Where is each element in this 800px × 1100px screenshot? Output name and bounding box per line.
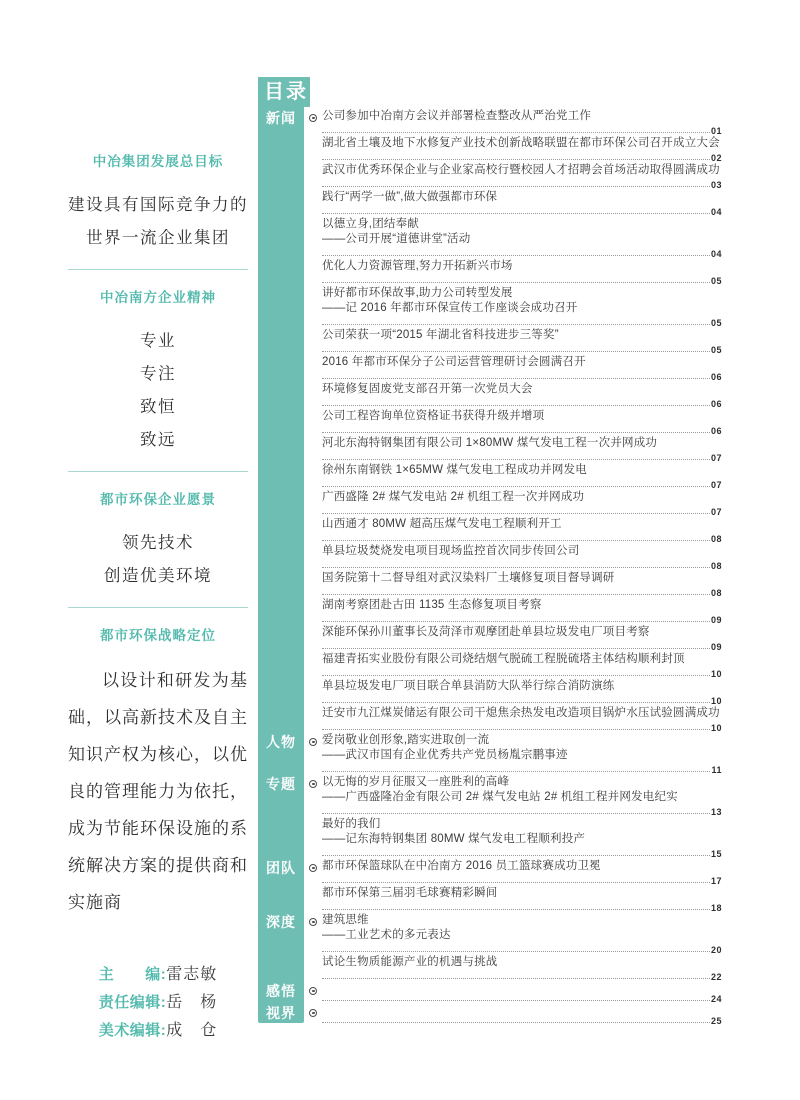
toc-section-label: 深度 [266,913,296,930]
section-bullet-icon [309,738,317,746]
sidebar-section-heading: 都市环保企业愿景 [100,492,216,507]
dotted-leader [322,459,710,460]
toc-entry-title: 河北东海特钢集团有限公司 1×80MW 煤气发电工程一次并网成功 [322,437,658,449]
toc-entry [322,775,722,817]
dotted-leader [322,282,710,283]
dotted-leader [322,351,710,352]
toc-entry [322,571,722,598]
toc-entry-leader-row [322,178,722,190]
editors-block [68,961,248,1045]
sidebar-line: 创造优美环境 [104,566,212,585]
section-bullet-icon [309,114,317,122]
toc-entry-leader-row [322,805,722,817]
dotted-leader [322,951,710,952]
toc-section [258,913,722,982]
toc-entry-title: 单县垃圾发电厂项目联合单县消防大队举行综合消防演练 [322,680,615,692]
toc-entry-leader-row [322,370,722,382]
toc-entries [322,775,722,859]
toc-entry-leader-row [322,763,722,775]
toc-entry-leader-row [322,505,722,517]
sidebar-divider [68,471,248,472]
toc-section [258,859,722,913]
toc-entry-title: ——公司开展“道德讲堂”活动 [322,233,471,245]
sidebar-line: 世界一流企业集团 [86,228,230,247]
toc-entry-leader-row [322,397,722,409]
toc-entry [322,436,722,463]
toc-entries [322,982,722,1004]
dotted-leader [322,405,710,406]
toc-entry-leader-row [322,1014,722,1026]
editor-name: 雷志敏 [166,966,218,983]
page-number: 07 [710,507,722,517]
sidebar-line: 建设具有国际竞争力的 [68,195,248,214]
toc-entry-leader-row [322,247,722,259]
toc-entry [322,355,722,382]
sidebar-divider [68,269,248,270]
toc-entry-leader-row [322,640,722,652]
editor-row [68,989,248,1017]
toc-entry [322,190,722,217]
toc-entry-title: 践行“两学一做”,做大做强都市环保 [322,191,498,203]
toc-entry-leader-row [322,316,722,328]
toc-entry-leader-row [322,847,722,859]
toc-sections [258,109,722,1026]
toc-entry [322,1014,722,1026]
toc-entry-title: 徐州东南钢铁 1×65MW 煤气发电工程成功并网发电 [322,464,587,476]
toc-entry-title: 环境修复固废党支部召开第一次党员大会 [322,383,533,395]
editor-label: 美术编辑: [98,1022,167,1039]
page-number: 04 [710,249,722,259]
toc-entry-leader-row [322,532,722,544]
toc-section-label-cell [258,109,322,126]
toc-section [258,775,722,859]
sidebar-line: 领先技术 [122,533,194,552]
dotted-leader [322,132,710,133]
page-number: 22 [710,972,722,982]
toc-entry-title: 都市环保篮球队在中冶南方 2016 员工篮球赛成功卫冕 [322,860,601,872]
page-number: 03 [710,180,722,190]
section-bullet-icon [309,918,317,926]
toc-entry [322,217,722,259]
sidebar-section-heading: 中冶南方企业精神 [100,290,216,305]
toc-entry-leader-row [322,667,722,679]
page-number: 01 [710,126,722,136]
toc-section-label: 团队 [266,859,296,876]
toc-entry-leader-row [322,901,722,913]
dotted-leader [322,882,710,883]
dotted-leader [322,378,710,379]
section-bullet-icon [309,780,317,788]
toc-entry-leader-row [322,874,722,886]
dotted-leader [322,159,710,160]
sidebar-section-heading: 中冶集团发展总目标 [92,154,224,169]
toc-entry-title: 试论生物质能源产业的机遇与挑战 [322,956,498,968]
toc-entry [322,259,722,286]
page-number: 24 [710,994,722,1004]
sidebar-section [68,624,248,921]
toc-entry-leader-row [322,721,722,733]
page-number: 07 [710,480,722,490]
toc-entry-title: ——广西盛隆冶金有限公司 2# 煤气发电站 2# 机组工程并网发电纪实 [322,791,678,803]
table-of-contents [258,77,722,1026]
toc-section-label: 感悟 [266,982,296,999]
dotted-leader [322,855,710,856]
page-number: 09 [710,615,722,625]
dotted-leader [322,324,710,325]
page-number: 18 [710,903,722,913]
toc-entries [322,913,722,982]
toc-entry-title: 公司工程咨询单位资格证书获得升级并增项 [322,410,545,422]
dotted-leader [322,771,710,772]
toc-title: 目录 [258,77,310,107]
toc-entry [322,136,722,163]
toc-entry-leader-row [322,343,722,355]
editor-row [68,961,248,989]
sidebar-line: 专注 [140,364,176,383]
toc-section-label-cell [258,733,322,750]
toc-entry-leader-row [322,943,722,955]
sidebar-section [68,150,248,254]
dotted-leader [322,186,710,187]
toc-entry-leader-row [322,274,722,286]
toc-entry [322,992,722,1004]
page-number: 02 [710,153,722,163]
page-number: 13 [710,807,722,817]
page-number: 20 [710,945,722,955]
toc-entry-leader-row [322,613,722,625]
toc-entry [322,286,722,328]
dotted-leader [322,513,710,514]
dotted-leader [322,978,710,979]
toc-section-label-cell [258,982,322,999]
toc-entry-title: 以德立身,团结奉献 [322,218,419,230]
toc-entry [322,679,722,706]
editor-name: 成 仓 [166,1022,218,1039]
sidebar-line: 专业 [140,331,176,350]
toc-section [258,733,722,775]
toc-entry-leader-row [322,124,722,136]
toc-entry-title: 都市环保第三届羽毛球赛精彩瞬间 [322,887,498,899]
toc-entries [322,733,722,775]
toc-entry [322,886,722,913]
page-number: 10 [710,723,722,733]
toc-entry-leader-row [322,559,722,571]
toc-entry-leader-row [322,586,722,598]
toc-entry-leader-row [322,970,722,982]
dotted-leader [322,1022,710,1023]
toc-entry-title: 福建青拓实业股份有限公司烧结烟气脱硫工程脱硫塔主体结构顺利封顶 [322,653,685,665]
toc-entry [322,859,722,886]
dotted-leader [322,648,710,649]
sidebar-sections [68,150,248,921]
dotted-leader [322,567,710,568]
page-number: 07 [710,453,722,463]
toc-entry-title: 公司参加中冶南方会议并部署检查整改从严治党工作 [322,110,592,122]
dotted-leader [322,432,710,433]
sidebar-section [68,286,248,456]
toc-section [258,982,722,1004]
toc-entry-title: 优化人力资源管理,努力开拓新兴市场 [322,260,513,272]
toc-entries [322,859,722,913]
page-number: 04 [710,207,722,217]
toc-section-label-cell [258,775,322,792]
toc-entry [322,544,722,571]
toc-entry [322,490,722,517]
toc-entry-title: 单县垃圾焚烧发电项目现场监控首次同步传回公司 [322,545,580,557]
dotted-leader [322,255,710,256]
toc-entry [322,409,722,436]
dotted-leader [322,540,710,541]
dotted-leader [322,486,710,487]
page-number: 08 [710,588,722,598]
page-number: 10 [710,696,722,706]
toc-entry [322,463,722,490]
toc-entry [322,328,722,355]
page-number: 08 [710,561,722,571]
toc-entry-title: ——记 2016 年都市环保宣传工作座谈会成功召开 [322,302,578,314]
sidebar-section [68,488,248,592]
toc-entry-title: 山西通才 80MW 超高压煤气发电工程顺利开工 [322,518,562,530]
toc-entry [322,733,722,775]
toc-entry [322,382,722,409]
toc-entries [322,1004,722,1026]
page-number: 17 [710,876,722,886]
toc-entry [322,817,722,859]
toc-entry-title: 国务院第十二督导组对武汉染料厂土壤修复项目督导调研 [322,572,615,584]
toc-entry-title: 以无悔的岁月征服又一座胜利的高峰 [322,776,510,788]
toc-section-label: 专题 [266,775,296,792]
toc-entry [322,652,722,679]
toc-section-label: 视界 [266,1004,296,1021]
editor-label: 主 编: [98,966,167,983]
toc-section [258,109,722,733]
toc-entry-title: 公司荣获一项“2015 年湖北省科技进步三等奖” [322,329,559,341]
toc-entry-leader-row [322,151,722,163]
toc-entry-leader-row [322,992,722,1004]
toc-section-label-cell [258,859,322,876]
toc-section-label: 人物 [266,733,296,750]
toc-entry [322,517,722,544]
left-sidebar [68,150,248,1045]
dotted-leader [322,675,710,676]
sidebar-line: 致远 [140,430,176,449]
dotted-leader [322,621,710,622]
page-number: 09 [710,642,722,652]
section-bullet-icon [309,1009,317,1017]
toc-entry-leader-row [322,205,722,217]
toc-entry [322,913,722,955]
page-number: 15 [710,849,722,859]
dotted-leader [322,813,710,814]
toc-entry-title: 武汉市优秀环保企业与企业家高校行暨校园人才招聘会首场活动取得圆满成功 [322,164,720,176]
dotted-leader [322,1000,710,1001]
toc-section-label: 新闻 [266,109,296,126]
page-number: 25 [710,1016,722,1026]
editor-name: 岳 杨 [166,994,218,1011]
dotted-leader [322,909,710,910]
toc-entry-title: 深能环保孙川董事长及菏泽市观摩团赴单县垃圾发电厂项目考察 [322,626,650,638]
section-bullet-icon [309,864,317,872]
toc-section [258,1004,722,1026]
toc-entry [322,163,722,190]
page-number: 08 [710,534,722,544]
toc-entries [322,109,722,733]
editor-label: 责任编辑: [98,994,167,1011]
page-number: 05 [710,276,722,286]
dotted-leader [322,729,710,730]
sidebar-paragraph: 以设计和研发为基础，以高新技术及自主知识产权为核心，以优良的管理能力为依托，成为节能环保设施的系统解决方案的提供商和实施商 [68,671,248,912]
editor-row [68,1017,248,1045]
toc-entry [322,598,722,625]
dotted-leader [322,594,710,595]
toc-entry [322,955,722,982]
toc-section-label-cell [258,1004,322,1021]
toc-entry-title: 建筑思维 [322,914,369,926]
toc-entry-title: 湖北省土壤及地下水修复产业技术创新战略联盟在都市环保公司召开成立大会 [322,137,720,149]
toc-entry-title: ——记东海特钢集团 80MW 煤气发电工程顺利投产 [322,833,586,845]
page-number: 06 [710,372,722,382]
page-number: 10 [710,669,722,679]
toc-entry-title: ——工业艺术的多元表达 [322,929,451,941]
toc-entry [322,109,722,136]
page-number: 06 [710,399,722,409]
toc-entry [322,625,722,652]
toc-entry-leader-row [322,478,722,490]
toc-entry-title: 迁安市九江煤炭储运有限公司干熄焦余热发电改造项目锅炉水压试验圆满成功 [322,707,720,719]
toc-entry-leader-row [322,424,722,436]
dotted-leader [322,702,710,703]
toc-entry-title: 2016 年都市环保分子公司运营管理研讨会圆满召开 [322,356,586,368]
page-number: 06 [710,426,722,436]
toc-entry-title: ——武汉市国有企业优秀共产党员杨胤宗鹏事迹 [322,749,568,761]
sidebar-line: 致恒 [140,397,176,416]
dotted-leader [322,213,710,214]
page-number: 05 [710,345,722,355]
toc-entry-title: 最好的我们 [322,818,381,830]
sidebar-section-heading: 都市环保战略定位 [100,628,216,643]
toc-entry-leader-row [322,694,722,706]
page-number: 05 [710,318,722,328]
toc-section-label-cell [258,913,322,930]
toc-entry [322,706,722,733]
sidebar-divider [68,607,248,608]
toc-entry-title: 湖南考察团赴古田 1135 生态修复项目考察 [322,599,542,611]
toc-entry-title: 爱岗敬业创形象,踏实进取创一流 [322,734,490,746]
toc-entry-title: 讲好都市环保故事,助力公司转型发展 [322,287,513,299]
toc-entry-title: 广西盛隆 2# 煤气发电站 2# 机组工程一次并网成功 [322,491,585,503]
section-bullet-icon [309,987,317,995]
page-number: 11 [711,765,722,775]
toc-entry-leader-row [322,451,722,463]
